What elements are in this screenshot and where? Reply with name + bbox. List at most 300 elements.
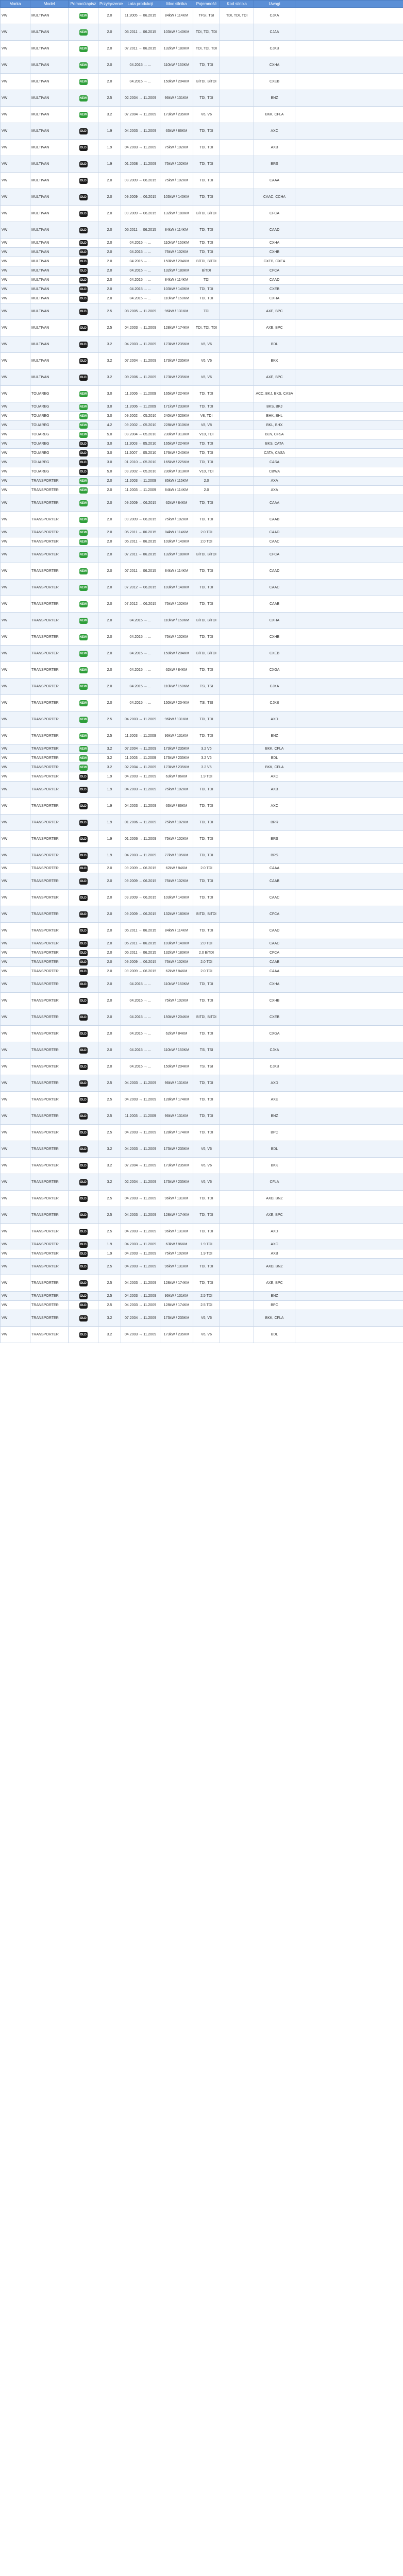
table-row [1, 512, 403, 528]
power-cell: 173kW / 235KM [160, 336, 193, 353]
power-cell: 96kW / 131KM [160, 1292, 193, 1301]
model-cell: MULTIVAN [30, 173, 69, 189]
support-badge: OLD [79, 249, 88, 256]
code-cell: CFLA [254, 1174, 295, 1191]
table-row [1, 993, 403, 1009]
power-cell: 63kW / 86KM [160, 772, 193, 782]
years-cell: 05.2011 → 06.2015 [121, 24, 160, 41]
model-cell: MULTIVAN [30, 285, 69, 294]
note-cell [295, 728, 403, 744]
model-cell: TRANSPORTER [30, 1275, 69, 1292]
model-cell: TRANSPORTER [30, 1224, 69, 1240]
engine-cell [220, 486, 254, 495]
code-cell: BDL [254, 754, 295, 763]
version-cell: 3.0 [98, 386, 121, 402]
fuel-cell: BiTDI, BiTDI [193, 906, 220, 923]
support-badge: OLD [79, 211, 88, 217]
power-cell: 150kW / 204KM [160, 1059, 193, 1075]
version-cell: 3.0 [98, 402, 121, 412]
power-cell: 110kW / 150KM [160, 57, 193, 74]
make-cell: VW [1, 906, 30, 923]
table-row [1, 890, 403, 906]
note-cell [295, 1092, 403, 1108]
power-cell: 84kW / 114KM [160, 222, 193, 239]
power-cell: 171kW / 233KM [160, 402, 193, 412]
make-cell: VW [1, 412, 30, 421]
years-cell: 07.2011 → 06.2015 [121, 41, 160, 57]
badge-cell [69, 864, 98, 873]
fuel-cell: 1.9 TDI [193, 1249, 220, 1259]
make-cell: VW [1, 156, 30, 173]
note-cell [295, 563, 403, 580]
support-badge: NEW [79, 539, 88, 545]
note-cell [295, 266, 403, 276]
make-cell: VW [1, 1092, 30, 1108]
make-cell: VW [1, 336, 30, 353]
years-cell: 04.2003 → 11.2009 [121, 1240, 160, 1249]
make-cell: VW [1, 303, 30, 320]
years-cell: 05.2011 → 06.2015 [121, 537, 160, 547]
power-cell: 173kW / 235KM [160, 107, 193, 123]
note-cell [295, 537, 403, 547]
years-cell: 04.2003 → 11.2009 [121, 140, 160, 156]
engine-cell [220, 140, 254, 156]
support-badge: NEW [79, 651, 88, 657]
table-body [1, 8, 403, 1343]
model-cell: MULTIVAN [30, 41, 69, 57]
note-cell [295, 1125, 403, 1141]
fuel-cell: V6, V6 [193, 107, 220, 123]
engine-cell [220, 439, 254, 449]
version-cell: 2.0 [98, 486, 121, 495]
engine-cell [220, 222, 254, 239]
badge-cell [69, 477, 98, 486]
support-badge: NEW [79, 634, 88, 640]
power-cell: 110kW / 150KM [160, 613, 193, 629]
badge-cell [69, 336, 98, 353]
support-badge: NEW [79, 530, 88, 536]
version-cell: 5.0 [98, 467, 121, 477]
make-cell: VW [1, 449, 30, 458]
power-cell: 62kW / 84KM [160, 495, 193, 512]
model-cell: TRANSPORTER [30, 512, 69, 528]
code-cell: CAAB [254, 512, 295, 528]
version-cell: 2.5 [98, 1292, 121, 1301]
fuel-cell: TDI, TDI [193, 495, 220, 512]
make-cell: VW [1, 1191, 30, 1207]
support-badge: NEW [79, 601, 88, 607]
power-cell: 173kW / 235KM [160, 353, 193, 369]
power-cell: 75kW / 102KM [160, 140, 193, 156]
note-cell [295, 782, 403, 798]
note-cell [295, 1310, 403, 1327]
badge-cell [69, 695, 98, 711]
code-cell: CJKB [254, 1059, 295, 1075]
code-cell: BRR [254, 815, 295, 831]
model-cell: MULTIVAN [30, 74, 69, 90]
header-capacity: Pojemność [193, 1, 220, 8]
badge-cell [69, 1026, 98, 1042]
table-row [1, 798, 403, 815]
note-cell [295, 430, 403, 439]
badge-cell [69, 848, 98, 864]
version-cell: 2.0 [98, 206, 121, 222]
note-cell [295, 629, 403, 646]
code-cell: BHK, BHL [254, 412, 295, 421]
version-cell: 1.9 [98, 123, 121, 140]
support-badge: NEW [79, 62, 88, 69]
model-cell: MULTIVAN [30, 156, 69, 173]
make-cell: VW [1, 1125, 30, 1141]
make-cell: VW [1, 728, 30, 744]
years-cell: 09.2006 → 11.2009 [121, 369, 160, 386]
note-cell [295, 1207, 403, 1224]
support-badge: OLD [79, 1264, 88, 1270]
fuel-cell: TDI, TDI [193, 993, 220, 1009]
version-cell: 2.0 [98, 512, 121, 528]
make-cell: VW [1, 976, 30, 993]
model-cell: TRANSPORTER [30, 763, 69, 772]
power-cell: 228kW / 310KM [160, 421, 193, 430]
note-cell [295, 744, 403, 754]
version-cell: 3.2 [98, 353, 121, 369]
power-cell: 165kW / 224KM [160, 439, 193, 449]
code-cell: CAAC [254, 939, 295, 948]
power-cell: 128kW / 174KM [160, 1125, 193, 1141]
years-cell: 01.2006 → 11.2009 [121, 831, 160, 848]
badge-cell [69, 430, 98, 439]
model-cell: TRANSPORTER [30, 798, 69, 815]
code-cell: CAAA [254, 864, 295, 873]
model-cell: TOUAREG [30, 402, 69, 412]
power-cell: 110kW / 150KM [160, 976, 193, 993]
make-cell: VW [1, 1275, 30, 1292]
engine-cell [220, 1092, 254, 1108]
table-row [1, 285, 403, 294]
note-cell [295, 923, 403, 939]
table-row [1, 831, 403, 848]
code-cell: CJKB [254, 695, 295, 711]
power-cell: 132kW / 180KM [160, 906, 193, 923]
power-cell: 103kW / 140KM [160, 890, 193, 906]
engine-cell [220, 266, 254, 276]
engine-cell [220, 189, 254, 206]
make-cell: VW [1, 1224, 30, 1240]
years-cell: 04.2015 → ... [121, 662, 160, 679]
model-cell: MULTIVAN [30, 303, 69, 320]
years-cell: 11.2003 → 11.2009 [121, 1108, 160, 1125]
note-cell [295, 90, 403, 107]
table-row [1, 629, 403, 646]
make-cell: VW [1, 848, 30, 864]
code-cell: CXEB [254, 285, 295, 294]
years-cell: 07.2004 → 11.2009 [121, 744, 160, 754]
code-cell: BKK, CFLA [254, 1310, 295, 1327]
engine-cell [220, 285, 254, 294]
model-cell: TRANSPORTER [30, 1292, 69, 1301]
power-cell: 96kW / 131KM [160, 90, 193, 107]
model-cell: TRANSPORTER [30, 477, 69, 486]
note-cell [295, 1158, 403, 1174]
support-badge: OLD [79, 460, 88, 466]
badge-cell [69, 173, 98, 189]
power-cell: 230kW / 313KM [160, 467, 193, 477]
years-cell: 04.2015 → ... [121, 629, 160, 646]
engine-cell [220, 107, 254, 123]
fuel-cell: TDI, TDI [193, 90, 220, 107]
support-badge: OLD [79, 878, 88, 885]
model-cell: TRANSPORTER [30, 1207, 69, 1224]
code-cell: BNZ [254, 1292, 295, 1301]
engine-cell [220, 864, 254, 873]
engine-cell [220, 831, 254, 848]
version-cell: 1.9 [98, 798, 121, 815]
engine-cell [220, 320, 254, 336]
years-cell: 11.2003 → 05.2010 [121, 439, 160, 449]
power-cell: 84kW / 114KM [160, 923, 193, 939]
power-cell: 110kW / 150KM [160, 294, 193, 303]
fuel-cell: TDI, TDI [193, 248, 220, 257]
years-cell: 04.2003 → 11.2009 [121, 1249, 160, 1259]
code-cell: BKK [254, 1158, 295, 1174]
badge-cell [69, 369, 98, 386]
make-cell: VW [1, 369, 30, 386]
badge-cell [69, 958, 98, 967]
note-cell [295, 1042, 403, 1059]
support-badge: NEW [79, 432, 88, 438]
years-cell: 04.2015 → ... [121, 57, 160, 74]
engine-cell [220, 477, 254, 486]
note-cell [295, 294, 403, 303]
badge-cell [69, 744, 98, 754]
code-cell: AXB [254, 140, 295, 156]
make-cell: VW [1, 276, 30, 285]
table-row [1, 369, 403, 386]
code-cell: CXHA [254, 239, 295, 248]
make-cell: VW [1, 1026, 30, 1042]
model-cell: TOUAREG [30, 386, 69, 402]
version-cell: 2.5 [98, 728, 121, 744]
table-row [1, 74, 403, 90]
version-cell: 2.0 [98, 266, 121, 276]
code-cell: BKK, CFLA [254, 763, 295, 772]
years-cell: 04.2015 → ... [121, 1026, 160, 1042]
model-cell: TRANSPORTER [30, 939, 69, 948]
code-cell: CXHA [254, 976, 295, 993]
version-cell: 3.0 [98, 449, 121, 458]
badge-cell [69, 948, 98, 958]
table-row [1, 547, 403, 563]
years-cell: 11.2003 → 11.2009 [121, 477, 160, 486]
model-cell: TRANSPORTER [30, 1240, 69, 1249]
note-cell [295, 41, 403, 57]
badge-cell [69, 248, 98, 257]
model-cell: TOUAREG [30, 421, 69, 430]
table-row [1, 239, 403, 248]
model-cell: MULTIVAN [30, 353, 69, 369]
engine-cell [220, 239, 254, 248]
table-row [1, 206, 403, 222]
fuel-cell: 2.0 TDI [193, 537, 220, 547]
table-row [1, 303, 403, 320]
table-row [1, 1026, 403, 1042]
badge-cell [69, 1240, 98, 1249]
badge-cell [69, 629, 98, 646]
table-row [1, 1174, 403, 1191]
years-cell: 11.2003 → 11.2009 [121, 728, 160, 744]
table-row [1, 294, 403, 303]
version-cell: 2.0 [98, 257, 121, 266]
years-cell: 08.2005 → 11.2009 [121, 303, 160, 320]
fuel-cell: BiTDI, BiTDI [193, 547, 220, 563]
make-cell: VW [1, 90, 30, 107]
table-row [1, 1259, 403, 1275]
table-row [1, 754, 403, 763]
badge-cell [69, 294, 98, 303]
make-cell: VW [1, 744, 30, 754]
make-cell: VW [1, 386, 30, 402]
model-cell: TRANSPORTER [30, 967, 69, 976]
years-cell: 04.2015 → ... [121, 1042, 160, 1059]
engine-cell [220, 402, 254, 412]
support-badge: OLD [79, 450, 88, 456]
power-cell: 173kW / 235KM [160, 1310, 193, 1327]
years-cell: 09.2009 → 06.2015 [121, 495, 160, 512]
engine-cell [220, 90, 254, 107]
make-cell: VW [1, 1327, 30, 1343]
years-cell: 04.2003 → 11.2009 [121, 798, 160, 815]
support-badge: OLD [79, 194, 88, 200]
version-cell: 2.0 [98, 864, 121, 873]
years-cell: 07.2012 → 06.2015 [121, 580, 160, 596]
version-cell: 2.0 [98, 613, 121, 629]
table-row [1, 189, 403, 206]
badge-cell [69, 320, 98, 336]
version-cell: 2.5 [98, 320, 121, 336]
code-cell: CXHA [254, 613, 295, 629]
years-cell: 09.2009 → 06.2015 [121, 189, 160, 206]
power-cell: 173kW / 235KM [160, 369, 193, 386]
version-cell: 3.0 [98, 458, 121, 467]
years-cell: 04.2003 → 11.2009 [121, 336, 160, 353]
code-cell: CAAA [254, 173, 295, 189]
years-cell: 07.2004 → 11.2009 [121, 353, 160, 369]
header-extra [295, 1, 403, 8]
model-cell: TRANSPORTER [30, 495, 69, 512]
make-cell: VW [1, 1042, 30, 1059]
fuel-cell: TDI [193, 303, 220, 320]
table-row [1, 90, 403, 107]
code-cell: CJKA [254, 8, 295, 24]
model-cell: MULTIVAN [30, 336, 69, 353]
table-row [1, 976, 403, 993]
code-cell: CAAC [254, 580, 295, 596]
version-cell: 2.0 [98, 24, 121, 41]
support-badge: OLD [79, 277, 88, 283]
fuel-cell: TDI [193, 276, 220, 285]
version-cell: 2.0 [98, 1009, 121, 1026]
power-cell: 240kW / 326KM [160, 412, 193, 421]
fuel-cell: TDI, TDI [193, 831, 220, 848]
years-cell: 07.2012 → 06.2015 [121, 596, 160, 613]
note-cell [295, 1174, 403, 1191]
badge-cell [69, 24, 98, 41]
table-row [1, 580, 403, 596]
model-cell: TRANSPORTER [30, 728, 69, 744]
fuel-cell: 3.2 V6 [193, 754, 220, 763]
make-cell: VW [1, 486, 30, 495]
engine-cell [220, 948, 254, 958]
support-badge: OLD [79, 1014, 88, 1021]
badge-cell [69, 580, 98, 596]
support-badge: NEW [79, 29, 88, 36]
note-cell [295, 458, 403, 467]
version-cell: 2.5 [98, 1108, 121, 1125]
version-cell: 2.0 [98, 629, 121, 646]
table-row [1, 1009, 403, 1026]
code-cell: BNZ [254, 90, 295, 107]
years-cell: 01.2008 → 11.2009 [121, 156, 160, 173]
model-cell: TRANSPORTER [30, 1259, 69, 1275]
code-cell: AXD [254, 1224, 295, 1240]
support-badge: OLD [79, 1196, 88, 1202]
code-cell: CAAD [254, 276, 295, 285]
model-cell: TRANSPORTER [30, 563, 69, 580]
table-row [1, 563, 403, 580]
power-cell: 75kW / 102KM [160, 831, 193, 848]
make-cell: VW [1, 580, 30, 596]
badge-cell [69, 222, 98, 239]
table-row [1, 1125, 403, 1141]
engine-cell [220, 1042, 254, 1059]
note-cell [295, 993, 403, 1009]
power-cell: 75kW / 102KM [160, 873, 193, 890]
model-cell: MULTIVAN [30, 239, 69, 248]
badge-cell [69, 679, 98, 695]
table-row [1, 495, 403, 512]
code-cell: CAAD [254, 563, 295, 580]
make-cell: VW [1, 815, 30, 831]
engine-cell [220, 1108, 254, 1125]
code-cell: BKK, CFLA [254, 107, 295, 123]
code-cell: AXB [254, 1249, 295, 1259]
table-row [1, 1092, 403, 1108]
code-cell: AXD [254, 1075, 295, 1092]
engine-cell [220, 798, 254, 815]
note-cell [295, 285, 403, 294]
power-cell: 165kW / 225KM [160, 458, 193, 467]
note-cell [295, 156, 403, 173]
note-cell [295, 1301, 403, 1310]
note-cell [295, 1009, 403, 1026]
note-cell [295, 848, 403, 864]
version-cell: 2.0 [98, 580, 121, 596]
years-cell: 11.2007 → 05.2010 [121, 449, 160, 458]
support-badge: OLD [79, 1146, 88, 1153]
fuel-cell: V6, V6 [193, 369, 220, 386]
support-badge: NEW [79, 46, 88, 52]
power-cell: 84kW / 114KM [160, 486, 193, 495]
power-cell: 150kW / 204KM [160, 74, 193, 90]
make-cell: VW [1, 1259, 30, 1275]
table-row [1, 173, 403, 189]
engine-cell [220, 1026, 254, 1042]
note-cell [295, 646, 403, 662]
years-cell: 02.2004 → 11.2009 [121, 90, 160, 107]
version-cell: 2.0 [98, 563, 121, 580]
support-badge: NEW [79, 585, 88, 591]
fuel-cell: V6, V6 [193, 1174, 220, 1191]
